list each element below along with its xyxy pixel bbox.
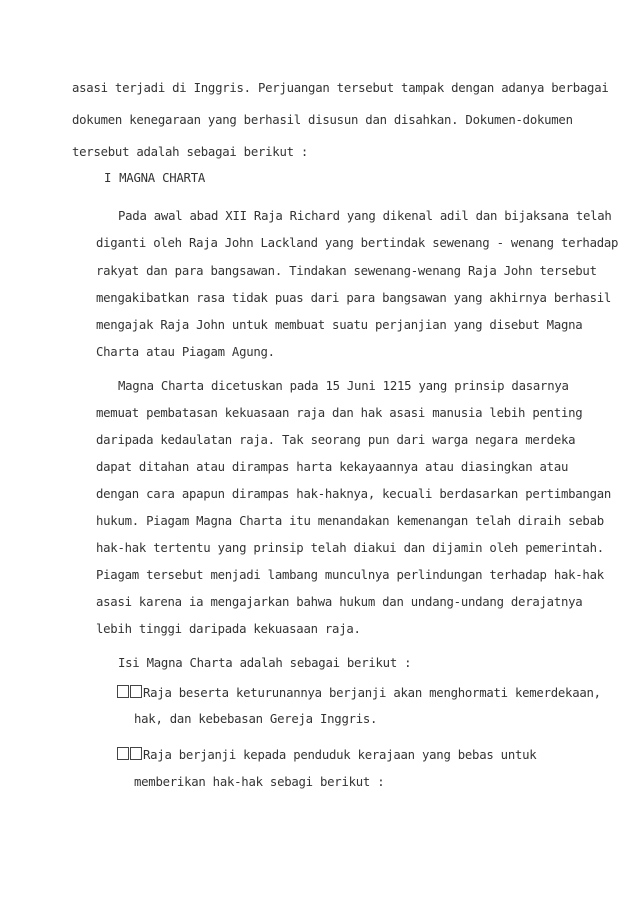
list-item-line: hak, dan kebebasan Gereja Inggris.	[134, 712, 378, 726]
paragraph2-line: dengan cara apapun dirampas hak-haknya, kecuali berdasarkan pertimbangan	[96, 487, 612, 501]
intro-line: tersebut adalah sebagai berikut :	[72, 145, 309, 159]
missing-glyph-box-icon	[130, 747, 142, 760]
paragraph2-line: Magna Charta dicetuskan pada 15 Juni 1215 yang prinsip dasarnya	[118, 379, 569, 393]
paragraph1-line: Charta atau Piagam Agung.	[96, 345, 275, 359]
paragraph1-line: Pada awal abad XII Raja Richard yang dikenal adil dan bijaksana telah	[118, 209, 612, 223]
section-title: MAGNA CHARTA	[119, 171, 205, 185]
paragraph2-line: hak-hak tertentu yang prinsip telah diakui dan dijamin oleh pemerintah.	[96, 541, 604, 555]
paragraph1-line: diganti oleh Raja John Lackland yang bertindak sewenang - wenang terhadap	[96, 236, 619, 250]
paragraph1-line: mengajak Raja John untuk membuat suatu perjanjian yang disebut Magna	[96, 318, 583, 332]
paragraph2-line: asasi karena ia mengajarkan bahwa hukum dan undang-undang derajatnya	[96, 595, 583, 609]
section-heading	[104, 170, 205, 186]
list-item-line	[117, 747, 536, 763]
intro-line: asasi terjadi di Inggris. Perjuangan tersebut tampak dengan adanya berbagai	[72, 81, 609, 95]
missing-glyph-box-icon	[117, 685, 129, 698]
section-marker: I	[104, 171, 112, 185]
list-item-text: Raja beserta keturunannya berjanji akan menghormati kemerdekaan,	[143, 686, 601, 700]
paragraph2-line: memuat pembatasan kekuasaan raja dan hak asasi manusia lebih penting	[96, 406, 583, 420]
missing-glyph-box-icon	[117, 747, 129, 760]
list-intro: Isi Magna Charta adalah sebagai berikut :	[118, 656, 412, 670]
intro-line: dokumen kenegaraan yang berhasil disusun dan disahkan. Dokumen-dokumen	[72, 113, 573, 127]
paragraph2-line: hukum. Piagam Magna Charta itu menandakan kemenangan telah diraih sebab	[96, 514, 604, 528]
paragraph1-line: rakyat dan para bangsawan. Tindakan sewenang-wenang Raja John tersebut	[96, 264, 597, 278]
paragraph2-line: lebih tinggi daripada kekuasaan raja.	[96, 622, 361, 636]
list-item-line: memberikan hak-hak sebagi berikut :	[134, 775, 385, 789]
paragraph2-line: Piagam tersebut menjadi lambang munculnya perlindungan terhadap hak-hak	[96, 568, 604, 582]
paragraph1-line: mengakibatkan rasa tidak puas dari para bangsawan yang akhirnya berhasil	[96, 291, 612, 305]
paragraph2-line: daripada kedaulatan raja. Tak seorang pun dari warga negara merdeka	[96, 433, 576, 447]
list-item-line	[117, 685, 601, 701]
list-item-text: Raja berjanji kepada penduduk kerajaan yang bebas untuk	[143, 748, 537, 762]
missing-glyph-box-icon	[130, 685, 142, 698]
paragraph2-line: dapat ditahan atau dirampas harta kekayaannya atau diasingkan atau	[96, 460, 569, 474]
